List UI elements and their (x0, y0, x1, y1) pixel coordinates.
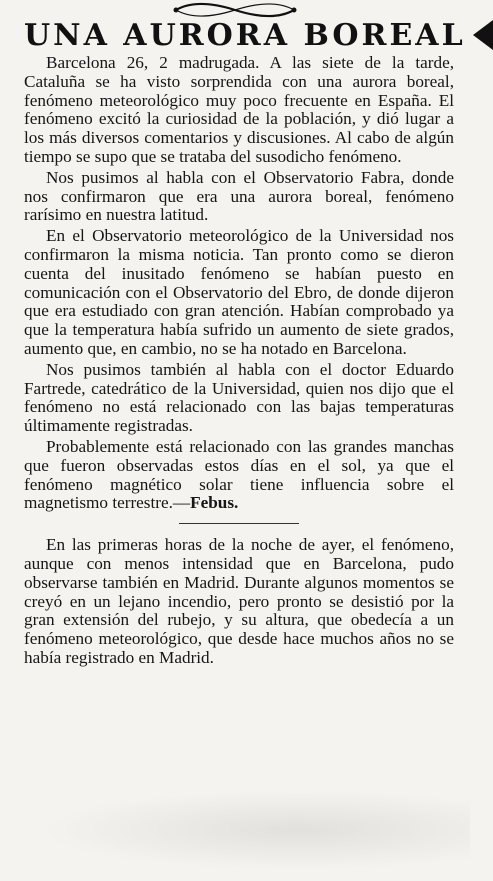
article-body (24, 54, 454, 668)
paragraph-5 (24, 438, 454, 513)
headline: UNA AURORA BOREAL (24, 18, 466, 53)
madrid-section (24, 536, 454, 668)
print-smudge (40, 790, 470, 870)
paragraph-4: Nos pusimos también al habla con el doctor Eduardo Fartrede, catedrático de la Universidad, quien nos dijo que el fenómeno no está relacionado con las bajas temperaturas últimamente registradas. (24, 359, 454, 436)
paragraph-3: En el Observatorio meteorológico de la Universidad nos confirmaron la misma noticia. Tan pronto como se dieron cuenta del inusitado fenómeno se habían puesto en comunicación con el Observatorio del Ebro, de donde dijeron que era estudiado con gran atención. Habían comprobado ya que la temperatura había sufrido un aumento de siete grados, aumento que, en cambio, no se ha notado en Barcelona. (24, 226, 454, 358)
paragraph-1: Barcelona 26, 2 madrugada. A las siete de la tarde, Cataluña se ha visto sorprendida con una aurora boreal, fenómeno meteorológico muy poco frecuente en España. El fenómeno excitó la curiosidad de la población, y dió lugar a los más diversos comentarios y discusiones. Al cabo de algún tiempo se supo que se trataba del susodicho fenómeno. (24, 53, 454, 166)
paragraph-5-text: Probablemente está relacionado con las grandes manchas que fueron observadas estos días en el sol, ya que el fenómeno magnético solar tiene influencia sobre el magnetismo terrestre.— (24, 436, 454, 513)
ornament-icon (170, 2, 300, 18)
paragraph-2: Nos pusimos al habla con el Observatorio Fabra, donde nos confirmaron que era una aurora boreal, fenómeno rarísimo en nuestra latitud. (24, 167, 454, 225)
byline-signature: Febus. (190, 493, 239, 513)
paragraph-6: En las primeras horas de la noche de ayer, el fenómeno, aunque con menos intensidad que en Barcelona, pudo observarse también en Madrid. Durante algunos momentos se creyó en un lejano incendio, pero pronto se desistió por la gran extensión del rubejo, y su altura, que obedecía a un fenómeno meteorológico, que desde hace muchos años no se había registrado en Madrid. (24, 535, 454, 667)
arrow-marker-icon (471, 20, 493, 50)
section-divider (179, 523, 299, 524)
